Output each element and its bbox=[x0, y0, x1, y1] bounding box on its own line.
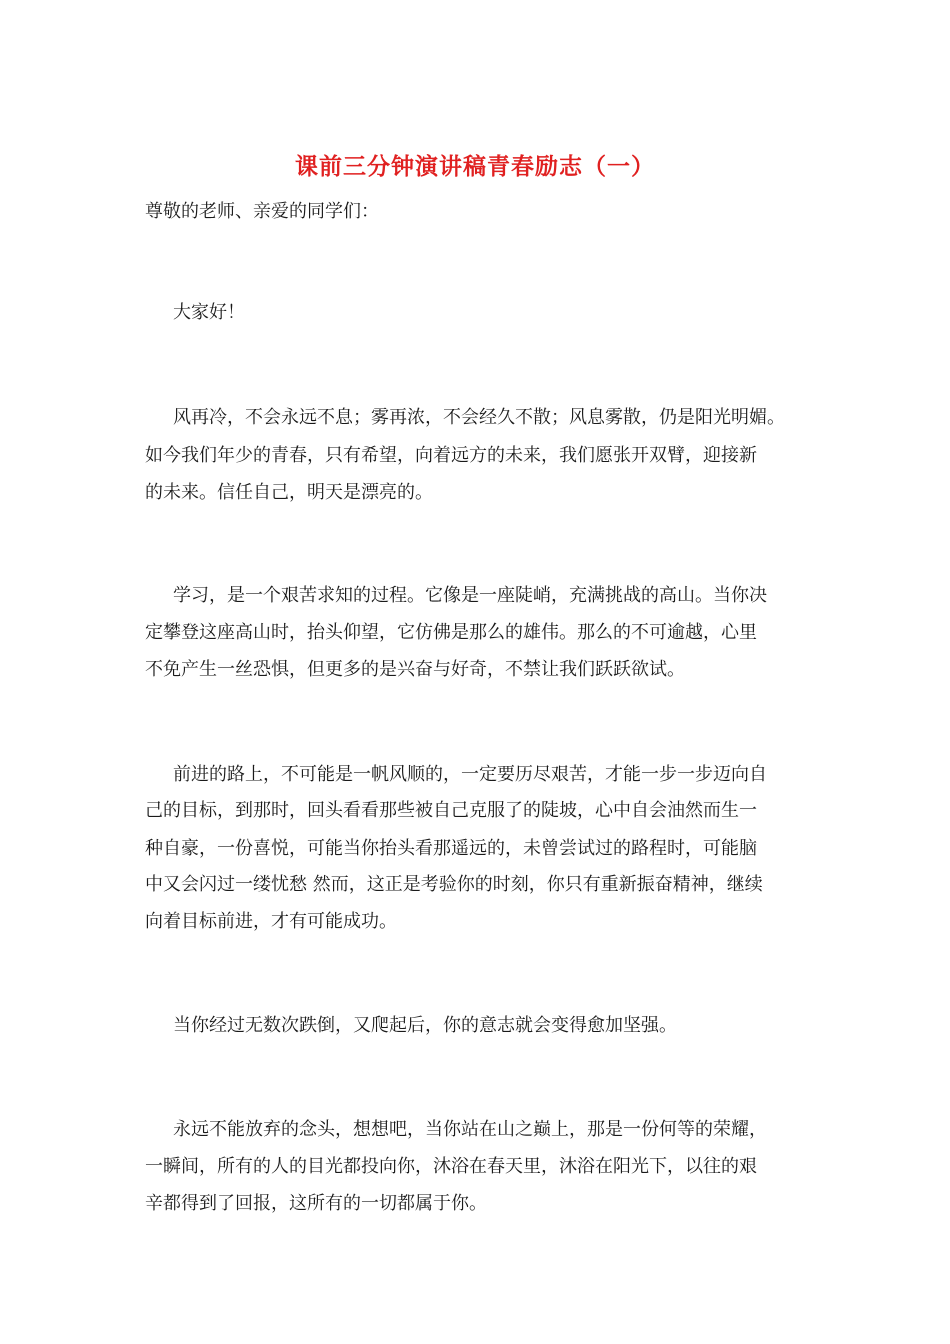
paragraph-3-line-5: 向着目标前进，才有可能成功。 bbox=[145, 911, 397, 932]
paragraph-2-line-2: 定攀登这座高山时，抬头仰望，它仿佛是那么的雄伟。那么的不可逾越，心里 bbox=[145, 622, 757, 643]
paragraph-3-line-1: 前进的路上，不可能是一帆风顺的，一定要历尽艰苦，才能一步一步迈向自 bbox=[173, 764, 767, 785]
paragraph-5-line-2: 一瞬间，所有的人的目光都投向你，沐浴在春天里，沐浴在阳光下，以往的艰 bbox=[145, 1156, 757, 1177]
paragraph-1-line-2: 如今我们年少的青春，只有希望，向着远方的未来，我们愿张开双臂，迎接新 bbox=[145, 445, 757, 466]
paragraph-2-line-3: 不免产生一丝恐惧，但更多的是兴奋与好奇，不禁让我们跃跃欲试。 bbox=[145, 659, 685, 680]
paragraph-2-line-1: 学习，是一个艰苦求知的过程。它像是一座陡峭，充满挑战的高山。当你决 bbox=[173, 585, 767, 606]
hello-line: 大家好！ bbox=[173, 302, 245, 323]
paragraph-3-line-3: 种自豪，一份喜悦，可能当你抬头看那遥远的，未曾尝试过的路程时，可能脑 bbox=[145, 838, 757, 859]
paragraph-3-line-4: 中又会闪过一缕忧愁 然而，这正是考验你的时刻，你只有重新振奋精神，继续 bbox=[145, 874, 763, 895]
paragraph-5-line-1: 永远不能放弃的念头，想想吧，当你站在山之巅上，那是一份何等的荣耀， bbox=[173, 1119, 767, 1140]
paragraph-4-line-1: 当你经过无数次跌倒，又爬起后，你的意志就会变得愈加坚强。 bbox=[173, 1015, 677, 1036]
paragraph-5-line-3: 辛都得到了回报，这所有的一切都属于你。 bbox=[145, 1193, 487, 1214]
greeting-line: 尊敬的老师、亲爱的同学们： bbox=[145, 201, 379, 222]
paragraph-3-line-2: 己的目标，到那时，回头看看那些被自己克服了的陡坡，心中自会油然而生一 bbox=[145, 800, 757, 821]
paragraph-1-line-1: 风再冷，不会永远不息；雾再浓，不会经久不散；风息雾散，仍是阳光明媚。 bbox=[173, 407, 785, 428]
paragraph-1-line-3: 的未来。信任自己，明天是漂亮的。 bbox=[145, 482, 433, 503]
document-title: 课前三分钟演讲稿青春励志（一） bbox=[295, 153, 655, 180]
